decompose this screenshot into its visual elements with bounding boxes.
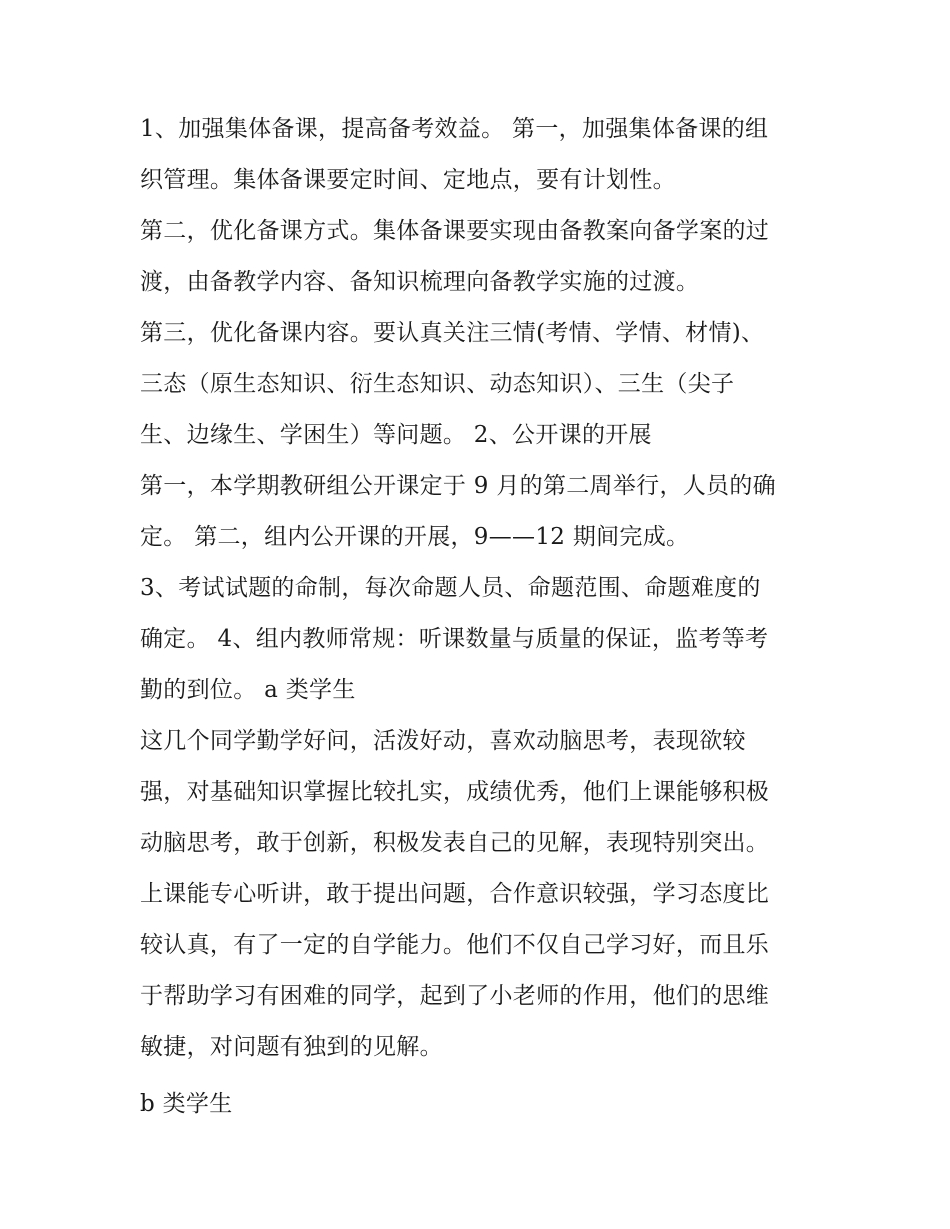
text-line: 于帮助学习有困难的同学，起到了小老师的作用，他们的思维	[140, 983, 770, 1009]
text-line: 第一，本学期教研组公开课定于 9 月的第二周举行，人员的确	[140, 473, 776, 499]
text-line: 1、加强集体备课，提高备考效益。 第一，加强集体备课的组	[140, 116, 769, 142]
section-heading: b 类学生	[140, 1091, 233, 1117]
document-body	[140, 104, 820, 1130]
text-line: 上课能专心听讲，敢于提出问题，合作意识较强，学习态度比	[140, 881, 770, 907]
text-line: 织管理。集体备课要定时间、定地点，要有计划性。	[140, 167, 676, 193]
text-line: 定。 第二，组内公开课的开展，9——12 期间完成。	[140, 524, 690, 550]
text-line: 敏捷，对问题有独到的见解。	[140, 1034, 443, 1060]
text-line: 这几个同学勤学好问，活泼好动，喜欢动脑思考，表现欲较	[140, 728, 746, 754]
text-line: 第三，优化备课内容。要认真关注三情(考情、学情、材情)、	[140, 320, 765, 346]
text-line: 生、边缘生、学困生）等问题。 2、公开课的开展	[140, 422, 652, 448]
text-line: 确定。 4、组内教师常规：听课数量与质量的保证，监考等考	[140, 626, 769, 652]
text-line: 3、考试试题的命制，每次命题人员、命题范围、命题难度的	[140, 575, 761, 601]
text-line: 第二，优化备课方式。集体备课要实现由备教案向备学案的过	[140, 218, 770, 244]
text-line: 强，对基础知识掌握比较扎实，成绩优秀，他们上课能够积极	[140, 779, 770, 805]
text-line: 渡，由备教学内容、备知识梳理向备教学实施的过渡。	[140, 269, 700, 295]
text-line: 三态（原生态知识、衍生态知识、动态知识）、三生（尖子	[140, 371, 735, 397]
text-line: 动脑思考，敢于创新，积极发表自己的见解，表现特别突出。	[140, 830, 770, 856]
text-line: 勤的到位。 a 类学生	[140, 677, 356, 703]
text-line: 较认真，有了一定的自学能力。他们不仅自己学习好，而且乐	[140, 932, 770, 958]
